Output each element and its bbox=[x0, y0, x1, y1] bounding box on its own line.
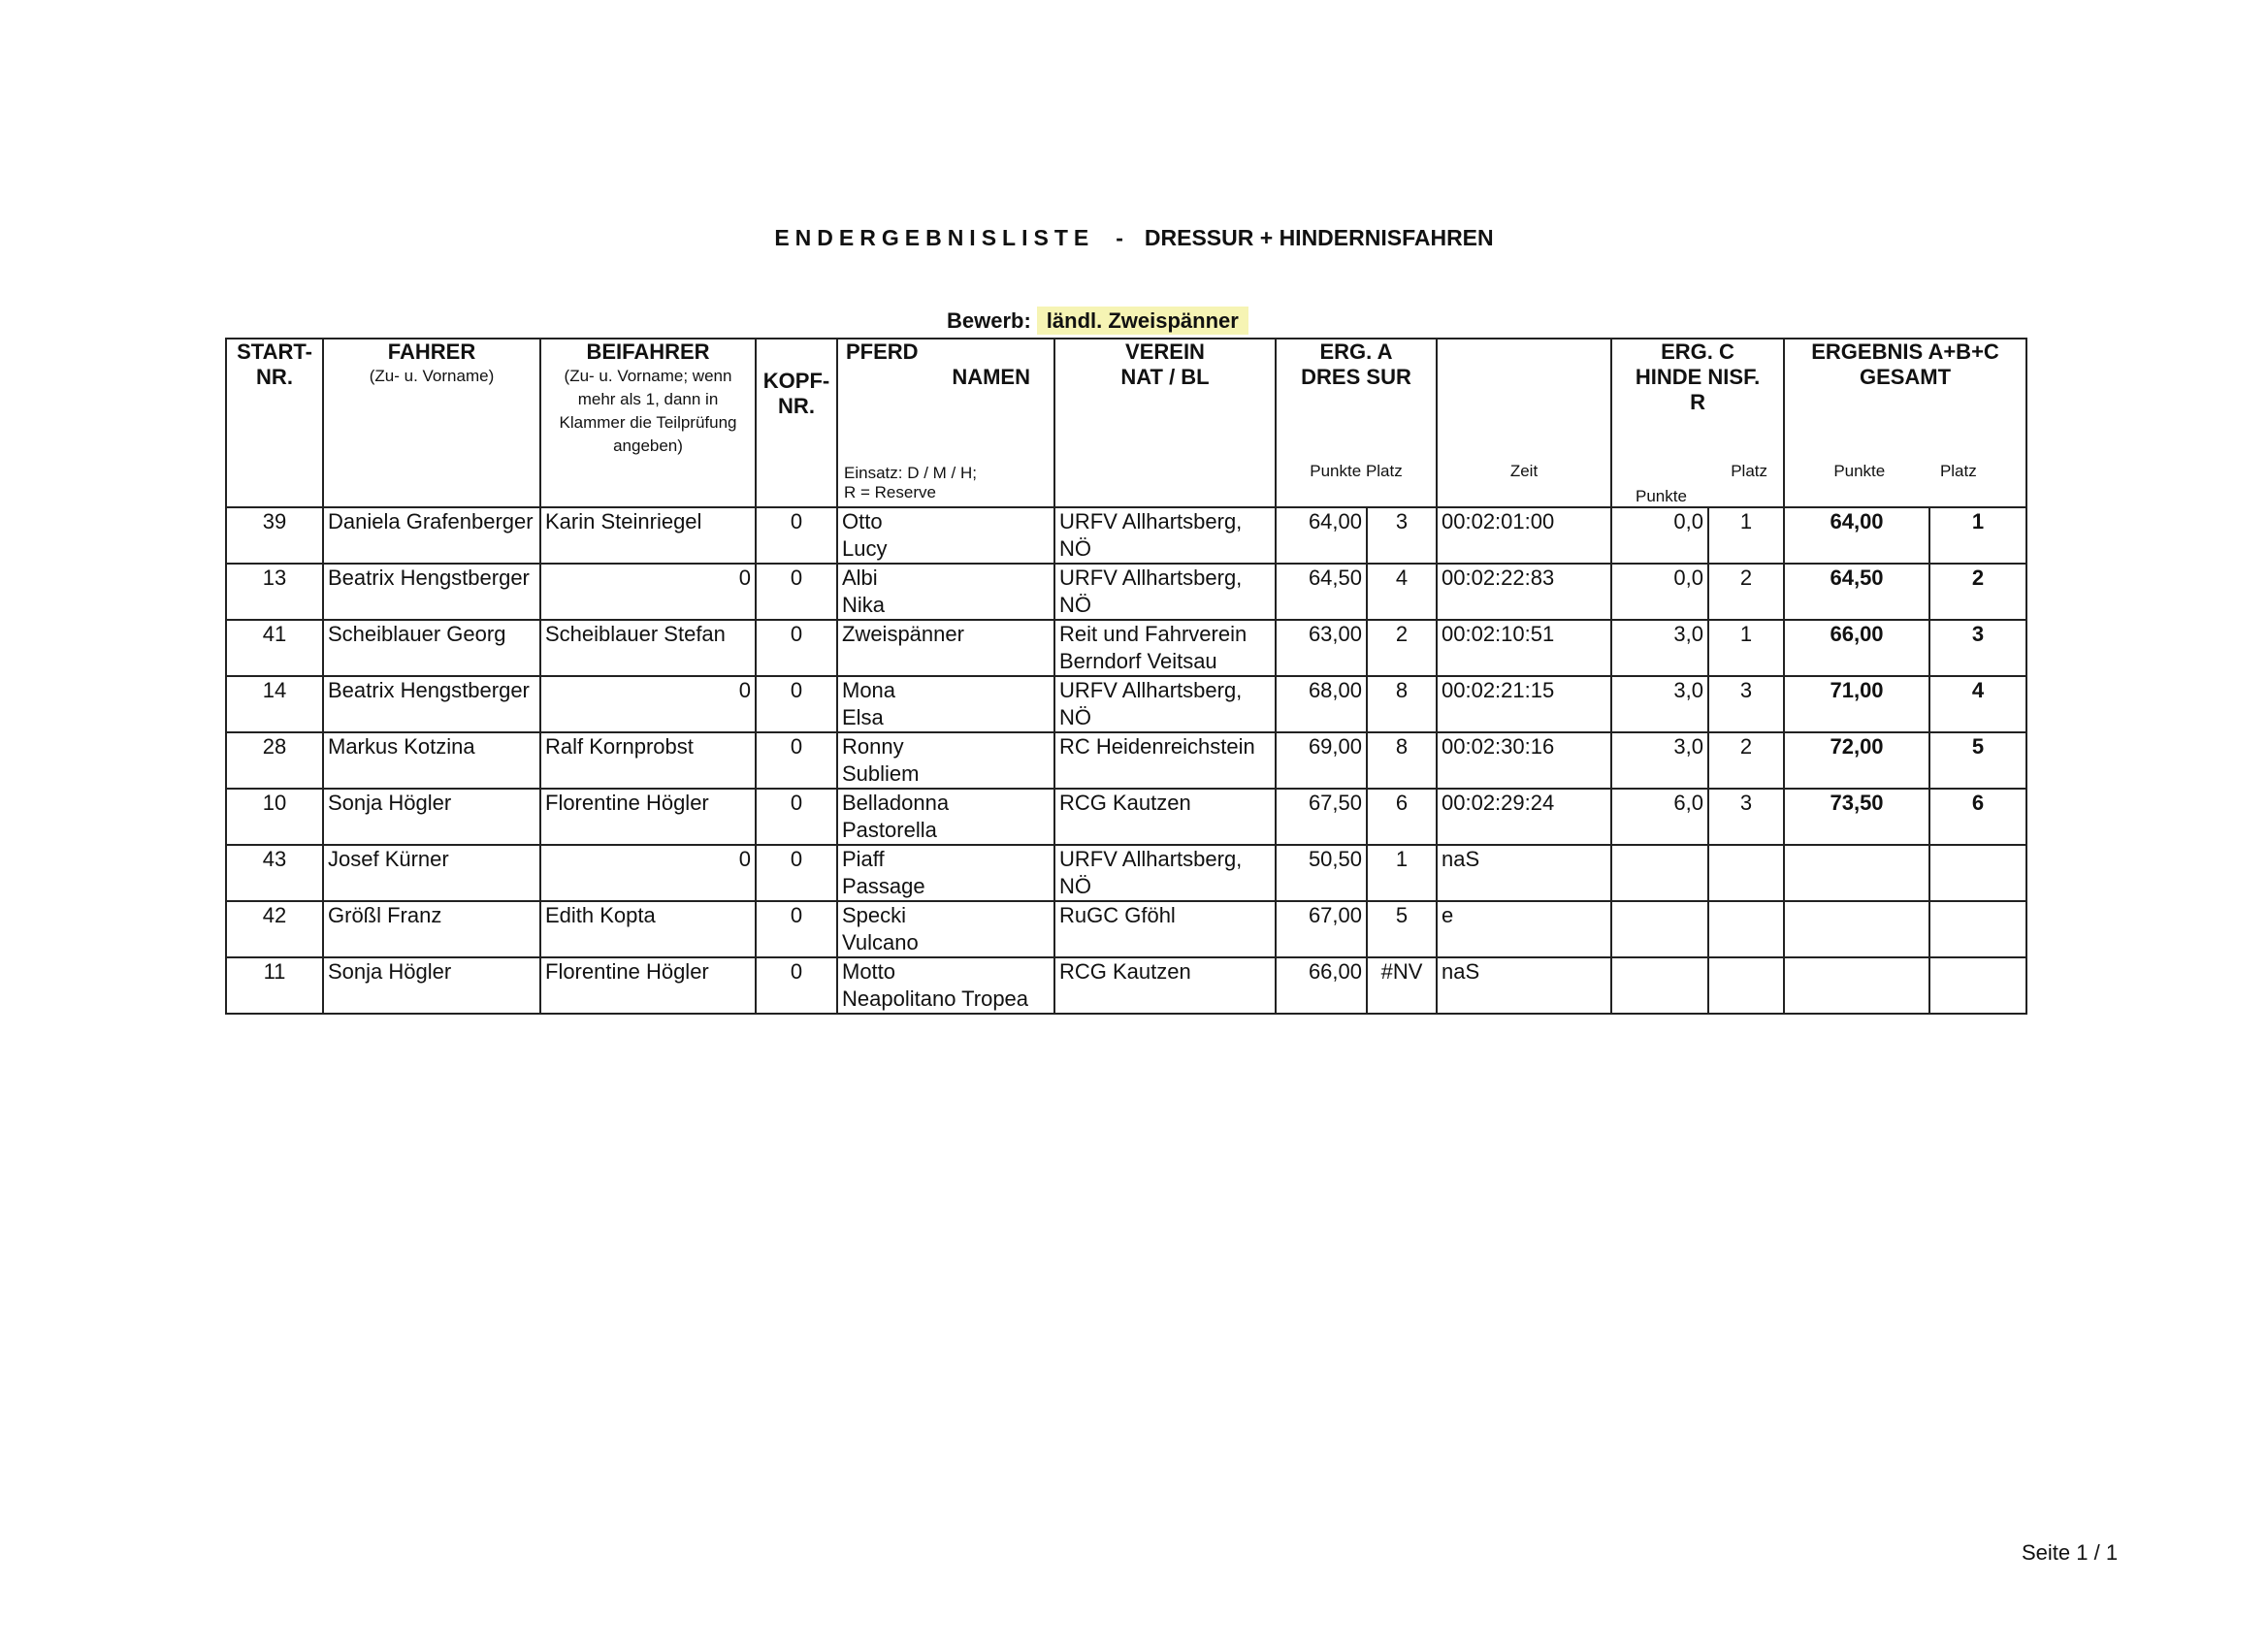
cell-pferd: Motto Neapolitano Tropea bbox=[837, 957, 1054, 1014]
cell-verein: URFV Allhartsberg, NÖ bbox=[1054, 845, 1276, 901]
cell-start-nr: 14 bbox=[226, 676, 323, 732]
cell-gesamt-platz: 6 bbox=[1929, 789, 2026, 845]
cell-gesamt-platz bbox=[1929, 957, 2026, 1014]
table-row bbox=[226, 845, 2026, 901]
cell-erg-a-platz: 1 bbox=[1367, 845, 1437, 901]
cell-kopf-nr: 0 bbox=[756, 676, 837, 732]
table-row bbox=[226, 957, 2026, 1014]
cell-erg-c-platz: 2 bbox=[1708, 564, 1784, 620]
cell-start-nr: 11 bbox=[226, 957, 323, 1014]
cell-pferd: Ronny Subliem bbox=[837, 732, 1054, 789]
cell-erg-c-punkte: 3,0 bbox=[1611, 732, 1708, 789]
cell-gesamt-platz bbox=[1929, 845, 2026, 901]
cell-beifahrer: Ralf Kornprobst bbox=[540, 732, 756, 789]
header-fahrer: FAHRER (Zu- u. Vorname) bbox=[323, 339, 540, 507]
cell-fahrer: Josef Kürner bbox=[323, 845, 540, 901]
cell-erg-a-punkte: 66,00 bbox=[1276, 957, 1367, 1014]
cell-zeit: 00:02:22:83 bbox=[1437, 564, 1611, 620]
results-table bbox=[225, 338, 2027, 1015]
cell-erg-c-platz: 1 bbox=[1708, 620, 1784, 676]
header-kopf-nr: KOPF- NR. bbox=[756, 339, 837, 507]
bewerb-label: Bewerb: bbox=[947, 308, 1031, 333]
header-pferd: PFERD NAMEN Einsatz: D / M / H; R = Reserve bbox=[837, 339, 1054, 507]
cell-verein: RCG Kautzen bbox=[1054, 789, 1276, 845]
cell-kopf-nr: 0 bbox=[756, 845, 837, 901]
cell-erg-a-punkte: 68,00 bbox=[1276, 676, 1367, 732]
cell-beifahrer: Florentine Högler bbox=[540, 789, 756, 845]
cell-zeit: naS bbox=[1437, 957, 1611, 1014]
cell-start-nr: 10 bbox=[226, 789, 323, 845]
cell-fahrer: Sonja Högler bbox=[323, 957, 540, 1014]
cell-gesamt-punkte: 73,50 bbox=[1784, 789, 1929, 845]
document-title bbox=[0, 225, 2268, 251]
cell-erg-a-platz: 8 bbox=[1367, 676, 1437, 732]
header-gesamt: ERGEBNIS A+B+C GESAMT Punkte Platz bbox=[1784, 339, 2026, 507]
cell-start-nr: 13 bbox=[226, 564, 323, 620]
cell-gesamt-platz: 3 bbox=[1929, 620, 2026, 676]
page-number: Seite 1 / 1 bbox=[2022, 1540, 2119, 1565]
cell-start-nr: 41 bbox=[226, 620, 323, 676]
header-zeit: Zeit bbox=[1437, 339, 1611, 507]
competition-label bbox=[947, 308, 1248, 334]
cell-fahrer: Beatrix Hengstberger bbox=[323, 676, 540, 732]
header-row bbox=[226, 339, 2026, 507]
cell-erg-a-punkte: 67,50 bbox=[1276, 789, 1367, 845]
cell-zeit: 00:02:21:15 bbox=[1437, 676, 1611, 732]
cell-erg-c-platz: 2 bbox=[1708, 732, 1784, 789]
cell-pferd: Belladonna Pastorella bbox=[837, 789, 1054, 845]
cell-gesamt-platz: 4 bbox=[1929, 676, 2026, 732]
table-row bbox=[226, 901, 2026, 957]
cell-pferd: Zweispänner bbox=[837, 620, 1054, 676]
cell-zeit: 00:02:29:24 bbox=[1437, 789, 1611, 845]
cell-kopf-nr: 0 bbox=[756, 789, 837, 845]
cell-erg-a-punkte: 64,00 bbox=[1276, 507, 1367, 564]
cell-verein: URFV Allhartsberg, NÖ bbox=[1054, 564, 1276, 620]
cell-erg-a-platz: 4 bbox=[1367, 564, 1437, 620]
cell-verein: RCG Kautzen bbox=[1054, 957, 1276, 1014]
cell-erg-a-punkte: 67,00 bbox=[1276, 901, 1367, 957]
cell-gesamt-punkte bbox=[1784, 957, 1929, 1014]
table-row bbox=[226, 620, 2026, 676]
cell-verein: RC Heidenreichstein bbox=[1054, 732, 1276, 789]
header-erg-a: ERG. A DRES SUR Punkte Platz bbox=[1276, 339, 1437, 507]
cell-beifahrer: Edith Kopta bbox=[540, 901, 756, 957]
cell-kopf-nr: 0 bbox=[756, 507, 837, 564]
cell-erg-a-punkte: 64,50 bbox=[1276, 564, 1367, 620]
cell-beifahrer: 0 bbox=[540, 845, 756, 901]
title-main: ENDERGEBNISLISTE bbox=[774, 225, 1095, 250]
cell-pferd: Piaff Passage bbox=[837, 845, 1054, 901]
cell-pferd: Mona Elsa bbox=[837, 676, 1054, 732]
header-verein: VEREIN NAT / BL bbox=[1054, 339, 1276, 507]
cell-verein: Reit und Fahrverein Berndorf Veitsau bbox=[1054, 620, 1276, 676]
header-start-nr: START- NR. bbox=[226, 339, 323, 507]
cell-zeit: 00:02:10:51 bbox=[1437, 620, 1611, 676]
header-beifahrer: BEIFAHRER (Zu- u. Vorname; wenn mehr als 1, dann in Klammer die Teilprüfung angeben) bbox=[540, 339, 756, 507]
cell-pferd: Albi Nika bbox=[837, 564, 1054, 620]
table-row bbox=[226, 732, 2026, 789]
cell-fahrer: Daniela Grafenberger bbox=[323, 507, 540, 564]
cell-gesamt-punkte bbox=[1784, 901, 1929, 957]
cell-pferd: Otto Lucy bbox=[837, 507, 1054, 564]
cell-kopf-nr: 0 bbox=[756, 901, 837, 957]
cell-erg-c-punkte: 3,0 bbox=[1611, 676, 1708, 732]
cell-erg-a-punkte: 69,00 bbox=[1276, 732, 1367, 789]
cell-erg-c-punkte bbox=[1611, 901, 1708, 957]
cell-erg-a-platz: #NV bbox=[1367, 957, 1437, 1014]
cell-fahrer: Scheiblauer Georg bbox=[323, 620, 540, 676]
cell-erg-c-punkte: 0,0 bbox=[1611, 564, 1708, 620]
cell-fahrer: Beatrix Hengstberger bbox=[323, 564, 540, 620]
cell-zeit: 00:02:01:00 bbox=[1437, 507, 1611, 564]
cell-beifahrer: Florentine Högler bbox=[540, 957, 756, 1014]
table-row bbox=[226, 507, 2026, 564]
table-row bbox=[226, 789, 2026, 845]
cell-gesamt-platz: 1 bbox=[1929, 507, 2026, 564]
title-sub: DRESSUR + HINDERNISFAHREN bbox=[1144, 225, 1494, 250]
cell-erg-a-platz: 5 bbox=[1367, 901, 1437, 957]
cell-pferd: Specki Vulcano bbox=[837, 901, 1054, 957]
cell-erg-c-punkte bbox=[1611, 845, 1708, 901]
cell-fahrer: Markus Kotzina bbox=[323, 732, 540, 789]
cell-start-nr: 43 bbox=[226, 845, 323, 901]
cell-beifahrer: 0 bbox=[540, 676, 756, 732]
cell-verein: URFV Allhartsberg, NÖ bbox=[1054, 507, 1276, 564]
bewerb-value: ländl. Zweispänner bbox=[1037, 307, 1248, 335]
cell-erg-c-platz bbox=[1708, 901, 1784, 957]
cell-zeit: naS bbox=[1437, 845, 1611, 901]
cell-erg-c-platz: 3 bbox=[1708, 789, 1784, 845]
table-row bbox=[226, 676, 2026, 732]
cell-verein: RuGC Gföhl bbox=[1054, 901, 1276, 957]
cell-kopf-nr: 0 bbox=[756, 620, 837, 676]
cell-erg-a-punkte: 50,50 bbox=[1276, 845, 1367, 901]
cell-erg-a-platz: 6 bbox=[1367, 789, 1437, 845]
title-separator: - bbox=[1116, 225, 1123, 250]
cell-gesamt-punkte: 64,00 bbox=[1784, 507, 1929, 564]
cell-gesamt-punkte: 71,00 bbox=[1784, 676, 1929, 732]
header-erg-c: ERG. C HINDE NISF. R Platz Punkte bbox=[1611, 339, 1784, 507]
table-row bbox=[226, 564, 2026, 620]
cell-fahrer: Größl Franz bbox=[323, 901, 540, 957]
cell-zeit: e bbox=[1437, 901, 1611, 957]
cell-kopf-nr: 0 bbox=[756, 957, 837, 1014]
cell-kopf-nr: 0 bbox=[756, 732, 837, 789]
cell-start-nr: 39 bbox=[226, 507, 323, 564]
cell-erg-c-punkte: 3,0 bbox=[1611, 620, 1708, 676]
cell-erg-c-platz bbox=[1708, 845, 1784, 901]
cell-gesamt-platz bbox=[1929, 901, 2026, 957]
cell-erg-c-platz: 3 bbox=[1708, 676, 1784, 732]
cell-erg-a-platz: 3 bbox=[1367, 507, 1437, 564]
cell-beifahrer: 0 bbox=[540, 564, 756, 620]
cell-erg-c-platz bbox=[1708, 957, 1784, 1014]
cell-kopf-nr: 0 bbox=[756, 564, 837, 620]
cell-erg-c-punkte: 0,0 bbox=[1611, 507, 1708, 564]
cell-verein: URFV Allhartsberg, NÖ bbox=[1054, 676, 1276, 732]
cell-erg-a-platz: 2 bbox=[1367, 620, 1437, 676]
cell-gesamt-platz: 5 bbox=[1929, 732, 2026, 789]
cell-gesamt-punkte: 64,50 bbox=[1784, 564, 1929, 620]
cell-start-nr: 42 bbox=[226, 901, 323, 957]
cell-erg-c-punkte: 6,0 bbox=[1611, 789, 1708, 845]
cell-erg-a-platz: 8 bbox=[1367, 732, 1437, 789]
cell-fahrer: Sonja Högler bbox=[323, 789, 540, 845]
cell-gesamt-punkte: 72,00 bbox=[1784, 732, 1929, 789]
cell-gesamt-platz: 2 bbox=[1929, 564, 2026, 620]
cell-erg-a-punkte: 63,00 bbox=[1276, 620, 1367, 676]
cell-start-nr: 28 bbox=[226, 732, 323, 789]
cell-zeit: 00:02:30:16 bbox=[1437, 732, 1611, 789]
cell-erg-c-punkte bbox=[1611, 957, 1708, 1014]
cell-erg-c-platz: 1 bbox=[1708, 507, 1784, 564]
cell-beifahrer: Karin Steinriegel bbox=[540, 507, 756, 564]
cell-gesamt-punkte: 66,00 bbox=[1784, 620, 1929, 676]
cell-gesamt-punkte bbox=[1784, 845, 1929, 901]
cell-beifahrer: Scheiblauer Stefan bbox=[540, 620, 756, 676]
